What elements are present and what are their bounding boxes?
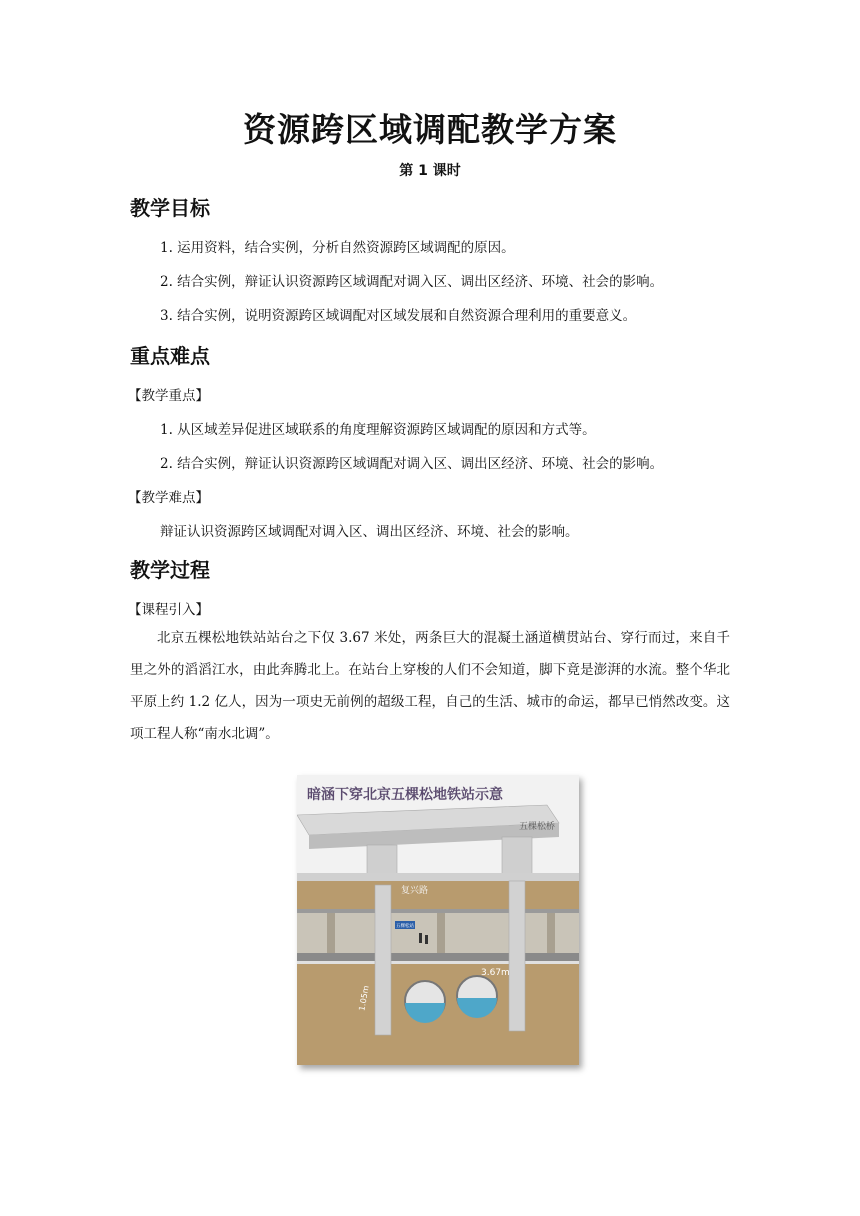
difficulty-text: 辩证认识资源跨区域调配对调入区、调出区经济、环境、社会的影响。 bbox=[160, 524, 579, 540]
focus-item-2: 2. 结合实例，辩证认识资源跨区域调配对调入区、调出区经济、环境、社会的影响。 bbox=[160, 456, 664, 472]
focus-item-1: 1. 从区域差异促进区域联系的角度理解资源跨区域调配的原因和方式等。 bbox=[160, 422, 596, 438]
section-heading-keypoints: 重点难点 bbox=[130, 344, 210, 368]
bridge-label: 五棵松桥 bbox=[519, 822, 556, 832]
difficulty-label: 【教学难点】 bbox=[128, 490, 209, 506]
diameter-label: 1.05m bbox=[357, 984, 371, 1012]
objective-item-2: 2. 结合实例，辩证认识资源跨区域调配对调入区、调出区经济、环境、社会的影响。 bbox=[160, 274, 664, 290]
depth-label: 3.67m bbox=[481, 968, 510, 978]
objective-item-3: 3. 结合实例，说明资源跨区域调配对区域发展和自然资源合理利用的重要意义。 bbox=[160, 308, 637, 324]
intro-text: 北京五棵松地铁站站台之下仅 3.67 米处，两条巨大的混凝土涵道横贯站台、穿行而过，来自千里之外的滔滔江水，由此奔腾北上。在站台上穿梭的人们不会知道，脚下竟是澎湃的水流。整个华北平原上约 1.2 亿人，因为一项史无前例的超级工程，自己的生活、城市的命运，都早已悄然改变。这项工程人称“南水北调”。 bbox=[130, 630, 730, 742]
page-title: 资源跨区域调配教学方案 bbox=[243, 110, 617, 149]
figure-caption: 暗涵下穿北京五棵松地铁站示意 bbox=[307, 787, 503, 803]
intro-paragraph bbox=[130, 622, 730, 750]
objective-item-1: 1. 运用资料，结合实例，分析自然资源跨区域调配的原因。 bbox=[160, 240, 515, 256]
focus-label: 【教学重点】 bbox=[128, 388, 209, 404]
tunnel-diagram-figure bbox=[297, 775, 579, 1065]
intro-label: 【课程引入】 bbox=[128, 602, 209, 618]
section-heading-objectives: 教学目标 bbox=[130, 196, 210, 220]
section-heading-process: 教学过程 bbox=[130, 558, 210, 582]
road-label: 复兴路 bbox=[401, 886, 429, 896]
station-sign-label: 五棵松站 bbox=[396, 924, 414, 929]
tunnel-diagram-illustration bbox=[297, 775, 579, 1065]
page-subtitle: 第 1 课时 bbox=[399, 163, 461, 179]
